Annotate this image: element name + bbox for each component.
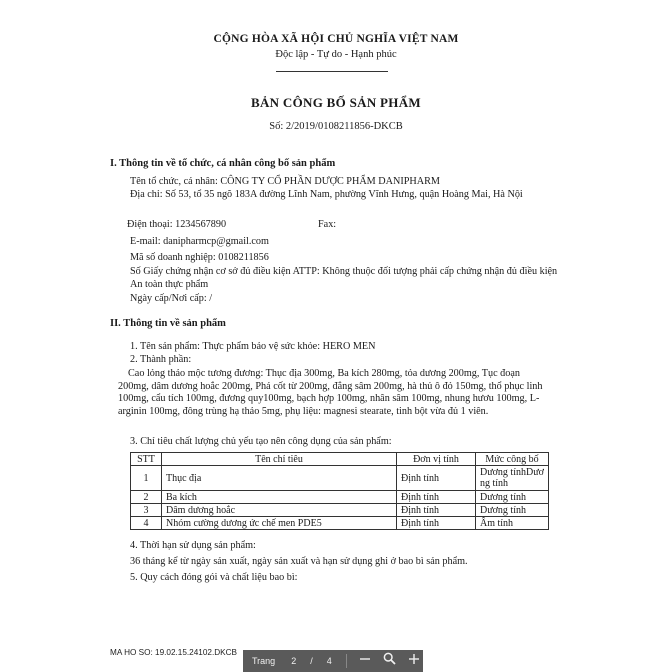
shelf-life-label: 4. Thời hạn sử dụng sản phẩm: (130, 540, 256, 551)
table-cell-level: Âm tính (476, 517, 549, 530)
total-pages: 4 (326, 656, 332, 666)
table-cell-unit: Định tính (397, 491, 476, 504)
table-cell-stt: 4 (131, 517, 162, 530)
table-cell-level: Dương tínhDương tính (476, 466, 549, 491)
minus-icon[interactable] (359, 650, 371, 672)
packaging-label: 5. Quy cách đóng gói và chất liệu bao bì: (130, 572, 298, 583)
document-number: Số: 2/2019/0108211856-DKCB (269, 121, 403, 132)
magnifier-icon[interactable] (383, 650, 396, 672)
org-issue: Ngày cấp/Nơi cấp: / (130, 293, 213, 304)
pdf-viewer-toolbar (243, 650, 423, 672)
page-label: Trang (252, 656, 276, 666)
ingredients-label: 2. Thành phần: (130, 354, 192, 365)
table-header: Mức công bố (476, 453, 549, 466)
nation-header: CỘNG HÒA XÃ HỘI CHỦ NGHĨA VIỆT NAM (213, 33, 459, 45)
table-cell-name: Ba kích (162, 491, 397, 504)
section-2-heading: II. Thông tin về sản phẩm (110, 318, 226, 329)
org-address: Địa chỉ: Số 53, tổ 35 ngõ 183A đường Lĩnh Nam, phường Vĩnh Hưng, quận Hoàng Mai, Hà Nội (130, 189, 523, 200)
table-header-row (131, 453, 549, 466)
table-header: Tên chỉ tiêu (162, 453, 397, 466)
shelf-life-text: 36 tháng kể từ ngày sản xuất, ngày sản xuất và hạn sử dụng ghi ở bao bì sản phẩm. (130, 556, 468, 567)
header-divider (276, 71, 388, 72)
current-page-input[interactable]: 2 (291, 656, 297, 666)
ingredients-text: Cao lỏng thảo mộc tương đương: Thục địa 300mg, Ba kích 280mg, tỏa dương 200mg, Tục đoạn 200mg, dâm dương hoắc 200mg, Phá cốt từ 200mg, đẳng sâm 200mg, hà thủ ô đỏ 150mg, thổ phục linh 100mg, cẩu tích 100mg, đương quy100mg, bạch hợp 100mg, nhân sâm 100mg, nhung hươu 100mg, L- arginin 100mg, đông trùng hạ thảo 5mg, phụ liệu: magnesi stearate, tinh bột vừa đủ 1 viên. (118, 368, 543, 417)
table-cell-stt: 3 (131, 504, 162, 517)
quality-criteria-label: 3. Chỉ tiêu chất lượng chủ yếu tạo nên công dụng của sản phẩm: (130, 436, 392, 447)
table-row (131, 504, 549, 517)
table-cell-level: Dương tính (476, 504, 549, 517)
quality-criteria-table (130, 452, 549, 530)
table-cell-unit: Định tính (397, 517, 476, 530)
org-certificate: Số Giấy chứng nhận cơ sở đủ điều kiện ATTP: Không thuộc đối tượng phải cấp chứng nhận đủ điều kiện An toàn thực phẩm (130, 266, 558, 290)
table-cell-level: Dương tính (476, 491, 549, 504)
org-phone: Điện thoại: 1234567890 (127, 219, 227, 230)
table-cell-name: Dâm dương hoắc (162, 504, 397, 517)
table-header: STT (131, 453, 162, 466)
org-name: Tên tổ chức, cá nhân: CÔNG TY CỔ PHẦN DƯỢC PHẨM DANIPHARM (130, 176, 440, 187)
table-header: Đơn vị tính (397, 453, 476, 466)
toolbar-divider (346, 654, 347, 668)
org-email: E-mail: danipharmcp@gmail.com (130, 236, 269, 247)
section-1-heading: I. Thông tin về tổ chức, cá nhân công bố sản phẩm (110, 158, 336, 169)
product-name: 1. Tên sản phẩm: Thực phẩm bảo vệ sức khỏe: HERO MEN (130, 341, 376, 352)
org-tax-code: Mã số doanh nghiệp: 0108211856 (130, 252, 269, 263)
page-separator: / (310, 656, 313, 666)
table-cell-unit: Định tính (397, 504, 476, 517)
table-cell-name: Thục địa (162, 466, 397, 491)
table-cell-unit: Định tính (397, 466, 476, 491)
org-fax: Fax: (318, 219, 337, 230)
motto: Độc lập - Tự do - Hạnh phúc (275, 49, 397, 60)
document-title: BẢN CÔNG BỐ SẢN PHẨM (251, 95, 421, 110)
table-cell-name: Nhóm cường dương ức chế men PDE5 (162, 517, 397, 530)
table-cell-stt: 1 (131, 466, 162, 491)
table-row (131, 466, 549, 491)
plus-icon[interactable] (408, 650, 420, 672)
table-cell-stt: 2 (131, 491, 162, 504)
table-row (131, 517, 549, 530)
table-row (131, 491, 549, 504)
ma-ho-so-footer: MA HO SO: 19.02.15.24102.DKCB (110, 648, 237, 657)
